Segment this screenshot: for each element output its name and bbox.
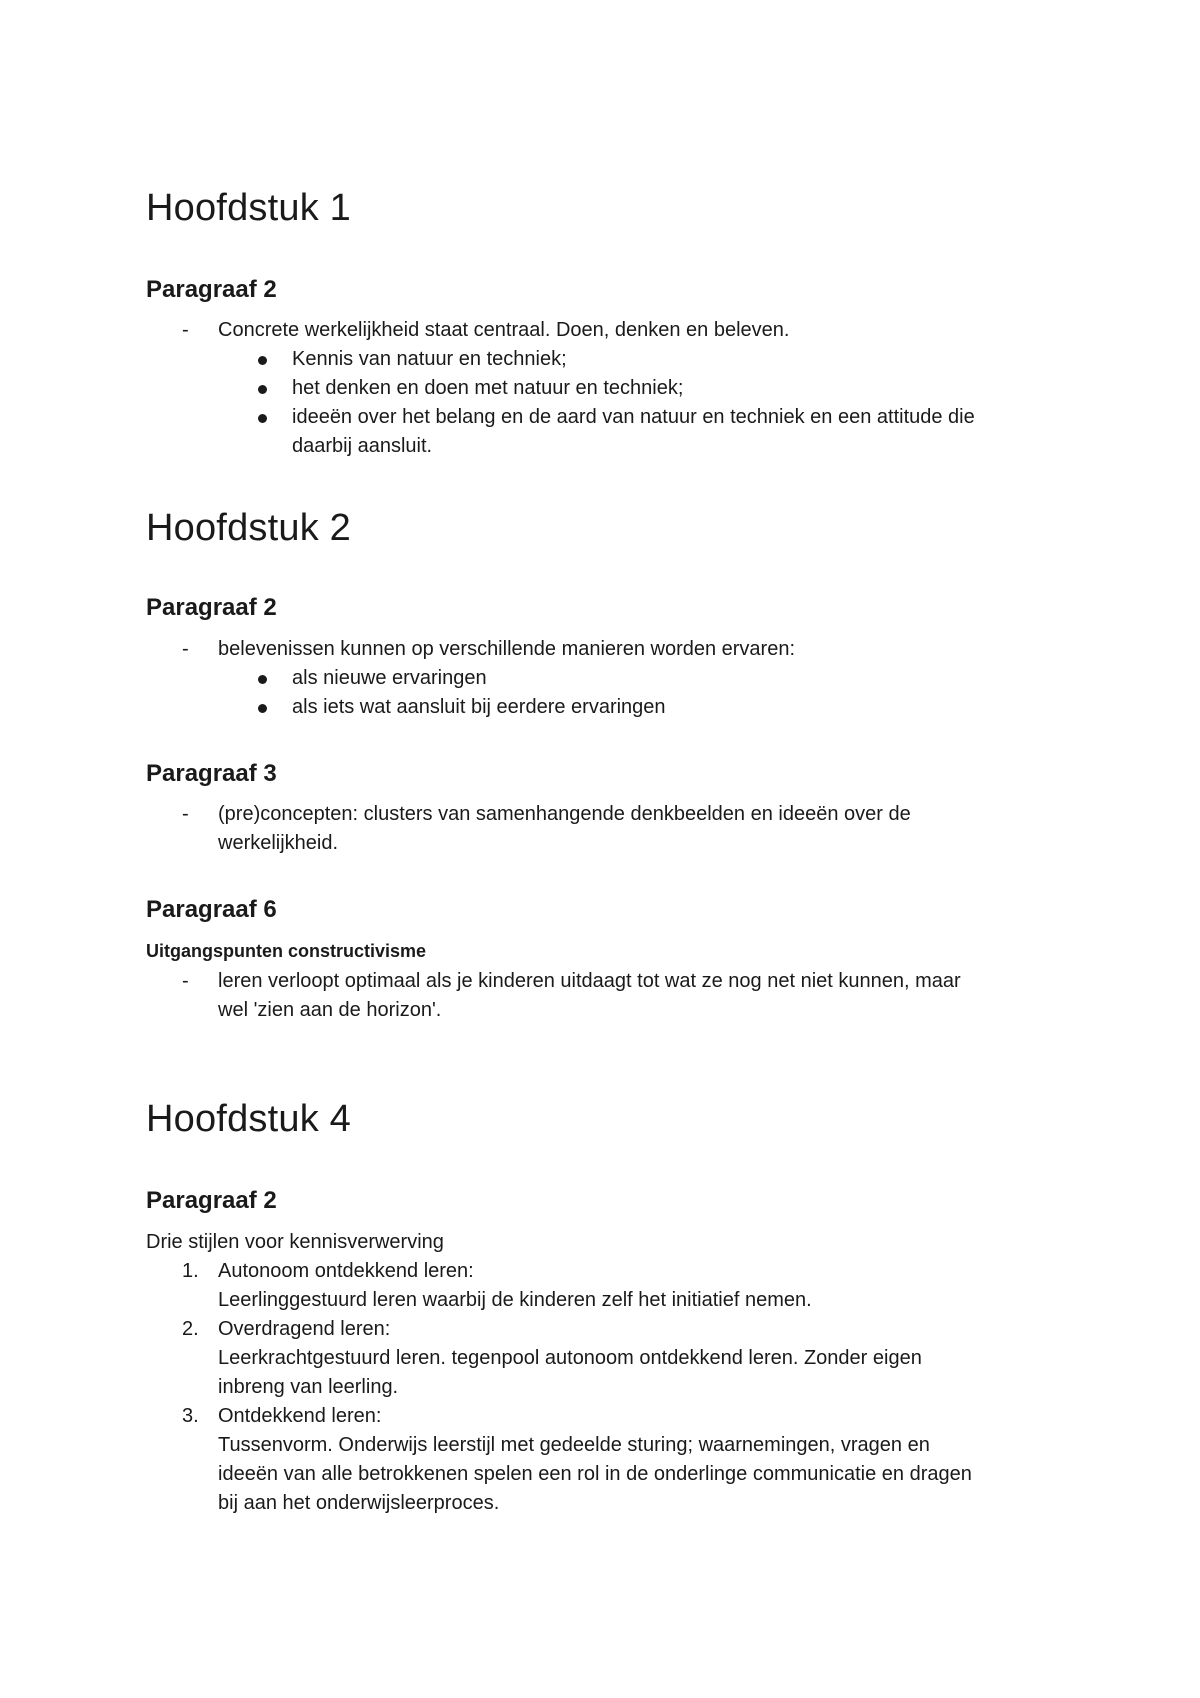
bullet-item: ideeën over het belang en de aard van natuur en techniek en een attitude die [292, 406, 975, 428]
dash-marker: - [182, 970, 189, 992]
numbered-item-text: bij aan het onderwijsleerproces. [218, 1492, 500, 1514]
paragraph-title: Paragraaf 6 [146, 896, 277, 923]
numbered-item-text: Tussenvorm. Onderwijs leerstijl met gedeelde sturing; waarnemingen, vragen en [218, 1434, 930, 1456]
paragraph-title: Paragraaf 3 [146, 760, 277, 787]
dash-marker: - [182, 803, 189, 825]
paragraph-title: Paragraaf 2 [146, 1187, 277, 1214]
paragraph-title: Paragraaf 2 [146, 594, 277, 621]
list-item: leren verloopt optimaal als je kinderen uitdaagt tot wat ze nog net niet kunnen, maar [218, 970, 961, 992]
paragraph-title: Paragraaf 2 [146, 276, 277, 303]
chapter-title: Hoofdstuk 4 [146, 1098, 351, 1140]
list-item-continued: werkelijkheid. [218, 832, 339, 854]
list-item: Concrete werkelijkheid staat centraal. Doen, denken en beleven. [218, 319, 790, 341]
numbered-item-text: Leerkrachtgestuurd leren. tegenpool autonoom ontdekkend leren. Zonder eigen [218, 1347, 922, 1369]
dash-marker: - [182, 638, 189, 660]
numbered-item-label: Ontdekkend leren: [218, 1405, 382, 1427]
bullet-icon [258, 675, 267, 684]
bullet-item: als nieuwe ervaringen [292, 667, 487, 689]
numbered-item-label: Overdragend leren: [218, 1318, 391, 1340]
bullet-icon [258, 704, 267, 713]
subheading: Uitgangspunten constructivisme [146, 941, 427, 961]
list-item: belevenissen kunnen op verschillende manieren worden ervaren: [218, 638, 796, 660]
bullet-item-continued: daarbij aansluit. [292, 435, 433, 457]
list-number: 2. [182, 1318, 199, 1340]
bullet-icon [258, 356, 267, 365]
intro-text: Drie stijlen voor kennisverwerving [146, 1231, 444, 1253]
list-number: 3. [182, 1405, 199, 1427]
list-item-continued: wel 'zien aan de horizon'. [218, 999, 442, 1021]
bullet-icon [258, 385, 267, 394]
numbered-item-label: Autonoom ontdekkend leren: [218, 1260, 474, 1282]
numbered-item-text: Leerlinggestuurd leren waarbij de kinderen zelf het initiatief nemen. [218, 1289, 812, 1311]
numbered-item-text: ideeën van alle betrokkenen spelen een rol in de onderlinge communicatie en dragen [218, 1463, 972, 1485]
bullet-item: als iets wat aansluit bij eerdere ervaringen [292, 696, 666, 718]
numbered-item-text: inbreng van leerling. [218, 1376, 399, 1398]
chapter-title: Hoofdstuk 1 [146, 187, 351, 229]
chapter-title: Hoofdstuk 2 [146, 507, 351, 549]
dash-marker: - [182, 319, 189, 341]
list-item: (pre)concepten: clusters van samenhangende denkbeelden en ideeën over de [218, 803, 911, 825]
bullet-item: Kennis van natuur en techniek; [292, 348, 567, 370]
bullet-icon [258, 414, 267, 423]
bullet-item: het denken en doen met natuur en techniek; [292, 377, 684, 399]
list-number: 1. [182, 1260, 199, 1282]
